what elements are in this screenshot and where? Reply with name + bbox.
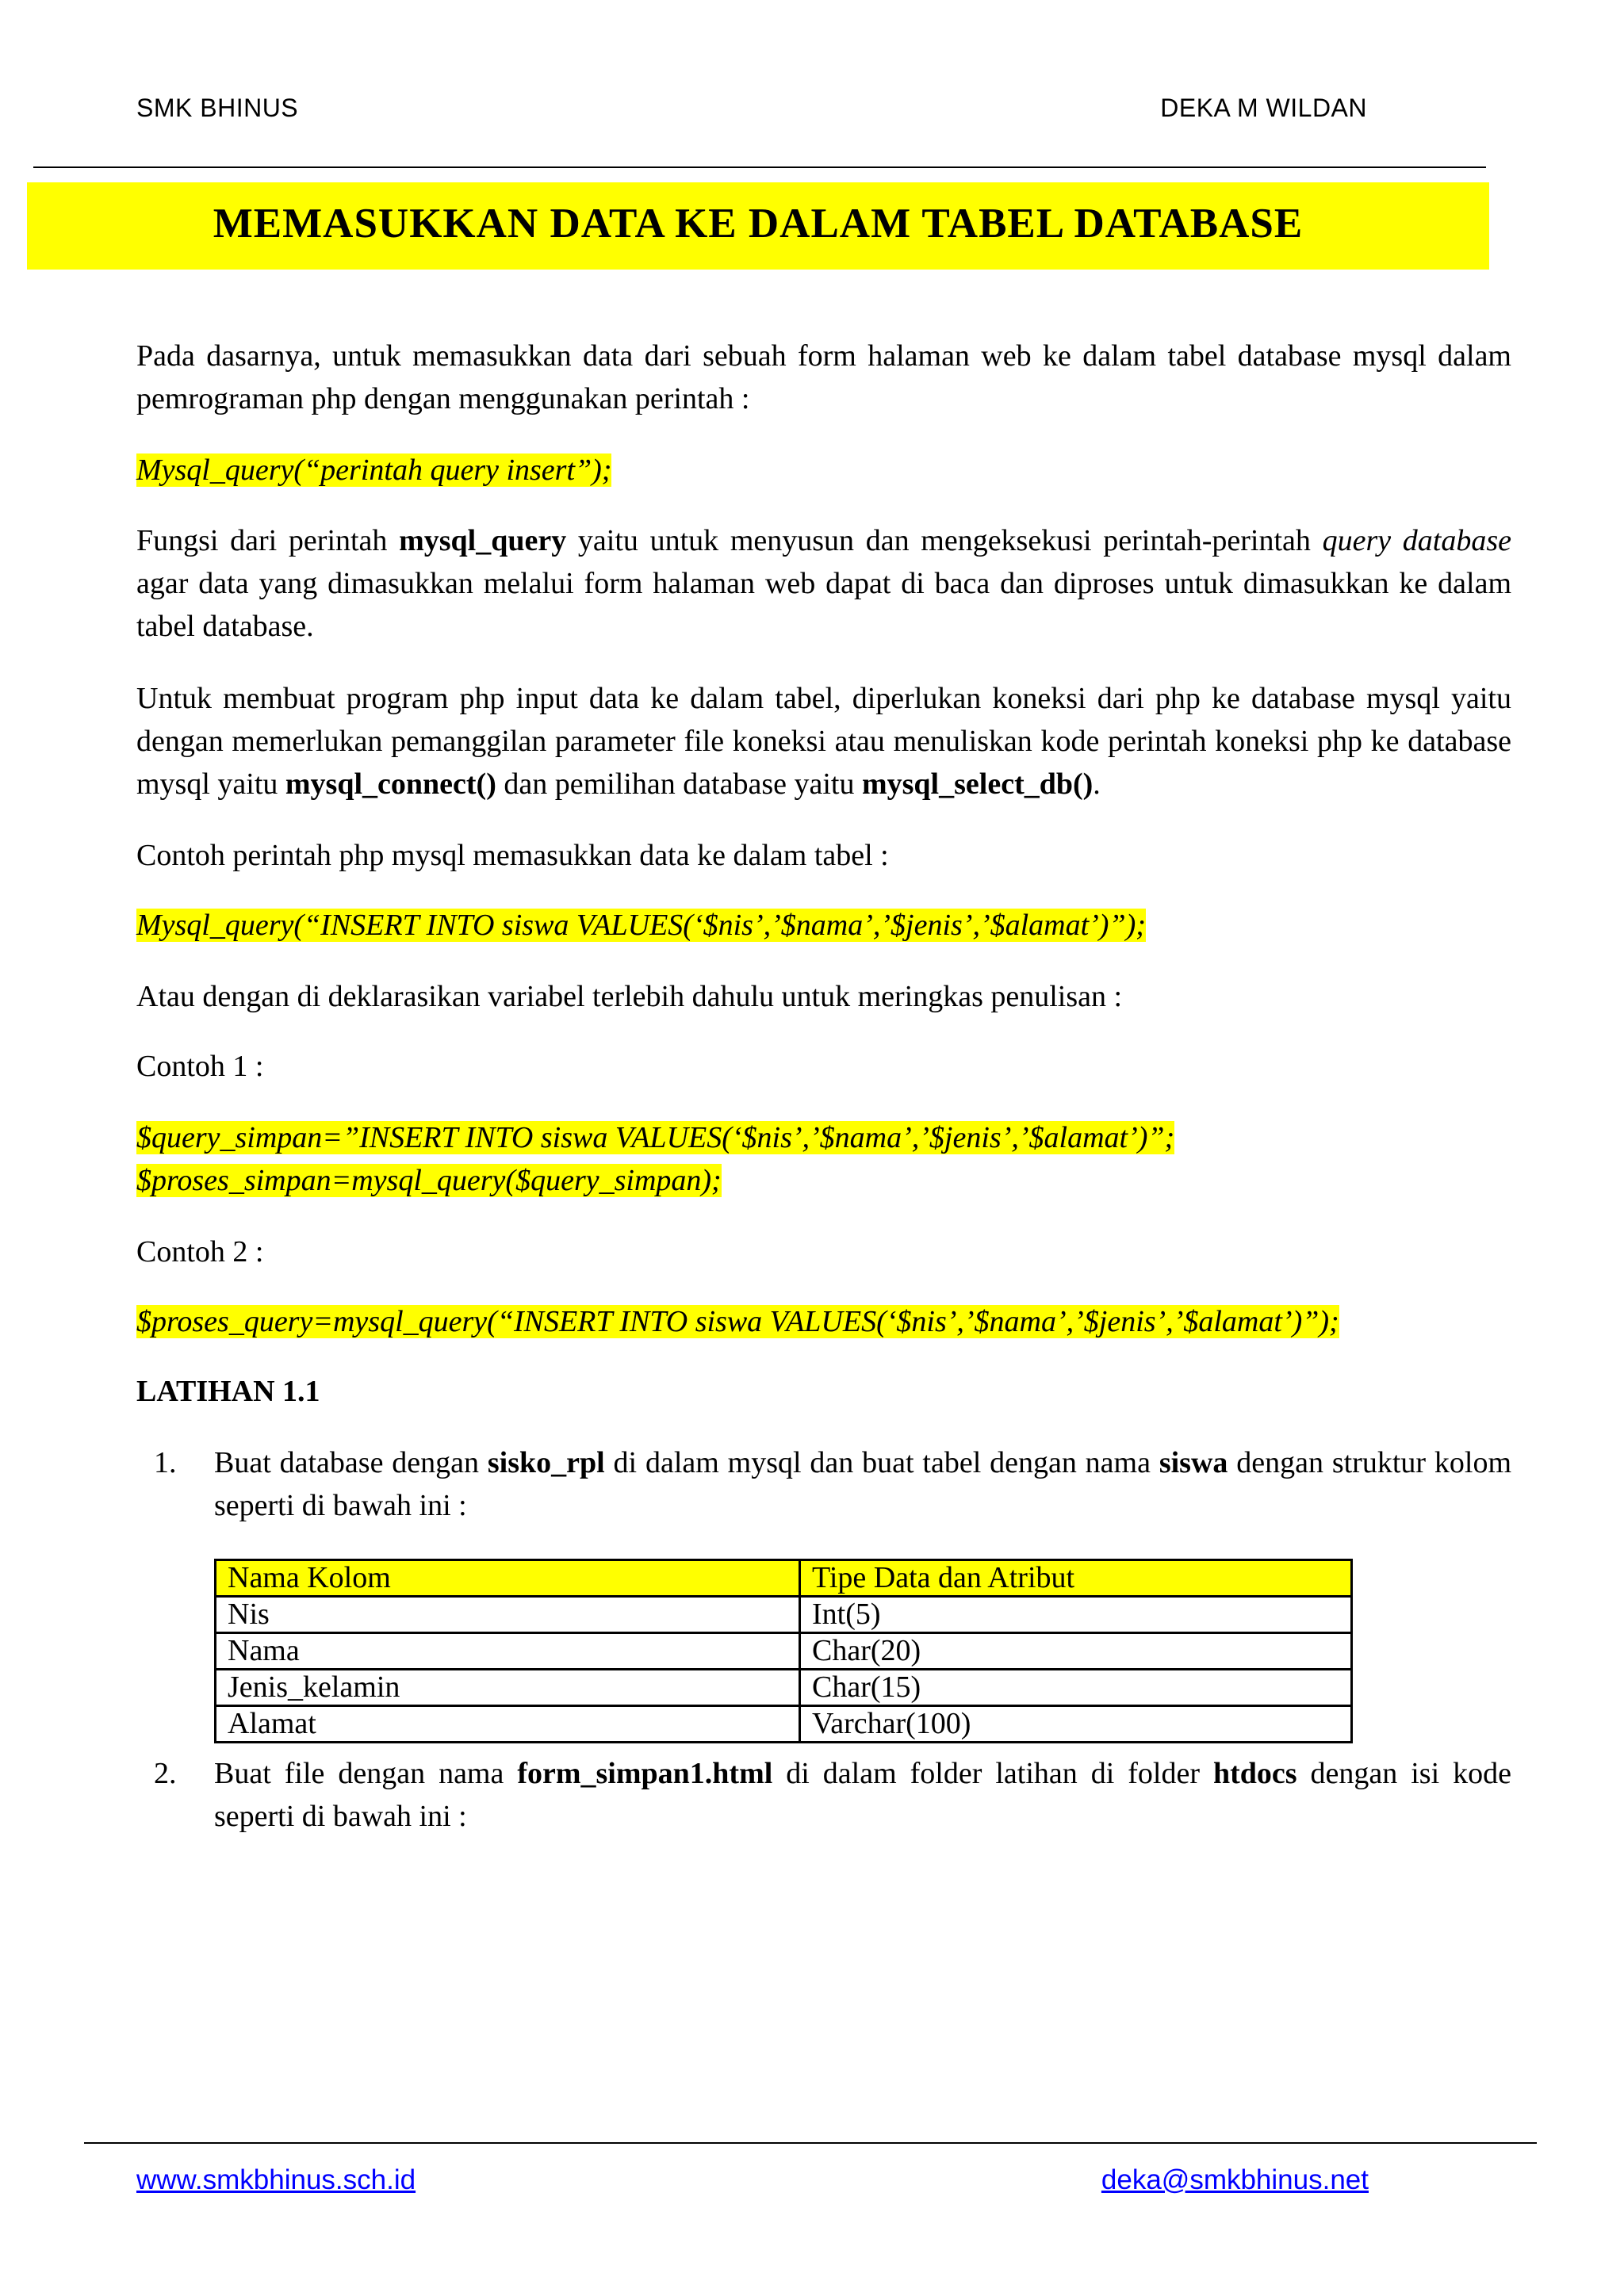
untuk-text-2: dan pemilihan database yaitu	[496, 767, 862, 801]
contoh-intro-text: Contoh perintah php mysql memasukkan data ke dalam tabel :	[136, 839, 889, 872]
item2-bold-form-simpan1: form_simpan1.html	[517, 1757, 773, 1790]
code-snippet-insert-siswa: Mysql_query(“INSERT INTO siswa VALUES(‘$nis’,’$nama’,’$jenis’,’$alamat’)”);	[136, 909, 1146, 942]
item1-bold-siswa: siswa	[1159, 1446, 1228, 1479]
table-cell: Alamat	[216, 1706, 800, 1743]
table-cell: Char(15)	[800, 1670, 1352, 1706]
table-cell: Jenis_kelamin	[216, 1670, 800, 1706]
untuk-text-1: Untuk membuat program php input data ke dalam tabel, diperlukan koneksi dari php ke database mysql yaitu dengan memerlukan pemanggilan parameter file koneksi atau menuliskan kode perintah koneksi php ke database mysql yaitu	[136, 682, 1511, 801]
item1-text-1: Buat database dengan	[214, 1446, 488, 1479]
title-banner	[27, 182, 1489, 270]
table-header-cell: Nama Kolom	[216, 1560, 800, 1597]
code-snippet-proses-simpan: $proses_simpan=mysql_query($query_simpan);	[136, 1164, 722, 1197]
fungsi-text-3: agar data yang dimasukkan melalui form halaman web dapat di baca dan diproses untuk dimasukkan ke dalam tabel database.	[136, 567, 1511, 643]
contoh-2-label: Contoh 2 :	[136, 1235, 264, 1269]
item2-text-2: di dalam folder latihan di folder	[772, 1757, 1213, 1790]
untuk-paragraph	[136, 677, 1511, 806]
footer-divider	[84, 2142, 1537, 2144]
siswa-structure-table	[214, 1559, 1353, 1743]
latihan-heading: LATIHAN 1.1	[136, 1375, 320, 1408]
page-title: MEMASUKKAN DATA KE DALAM TABEL DATABASE	[213, 201, 1304, 247]
fungsi-text-1: Fungsi dari perintah	[136, 524, 400, 557]
table-row	[216, 1670, 1352, 1706]
item1-bold-sisko-rpl: sisko_rpl	[487, 1446, 605, 1479]
fungsi-paragraph	[136, 519, 1511, 648]
code-snippet-query-insert: Mysql_query(“perintah query insert”);	[136, 453, 612, 487]
footer-email-link[interactable]: deka@smkbhinus.net	[1101, 2164, 1369, 2195]
footer-website-link[interactable]: www.smkbhinus.sch.id	[136, 2164, 416, 2195]
item1-text-3: dengan struktur kolom seperti di bawah ini :	[214, 1446, 1512, 1522]
header-school-name: SMK BHINUS	[136, 94, 299, 122]
fungsi-italic-query-database: query database	[1322, 524, 1511, 557]
untuk-bold-mysql-connect: mysql_connect()	[285, 767, 496, 801]
item1-text-2: di dalam mysql dan buat tabel dengan nama	[604, 1446, 1159, 1479]
list-item-number: 1.	[154, 1446, 177, 1479]
intro-paragraph: Pada dasarnya, untuk memasukkan data dari sebuah form halaman web ke dalam tabel database mysql dalam pemrograman php dengan menggunakan perintah :	[136, 339, 1511, 415]
table-cell: Varchar(100)	[800, 1706, 1352, 1743]
table-row	[216, 1633, 1352, 1670]
fungsi-text-2: yaitu untuk menyusun dan mengeksekusi perintah-perintah	[566, 524, 1323, 557]
contoh-1-label: Contoh 1 :	[136, 1050, 264, 1083]
item2-bold-htdocs: htdocs	[1212, 1757, 1297, 1790]
item2-text-1: Buat file dengan nama	[214, 1757, 518, 1790]
header-author-name: DEKA M WILDAN	[1160, 94, 1367, 122]
atau-text: Atau dengan di deklarasikan variabel terlebih dahulu untuk meringkas penulisan :	[136, 980, 1123, 1013]
list-item-number: 2.	[154, 1757, 177, 1790]
table-row	[216, 1597, 1352, 1633]
table-row	[216, 1706, 1352, 1743]
table-header-cell: Tipe Data dan Atribut	[800, 1560, 1352, 1597]
code-snippet-proses-query: $proses_query=mysql_query(“INSERT INTO siswa VALUES(‘$nis’,’$nama’,’$jenis’,’$alamat’)”);	[136, 1305, 1339, 1338]
table-cell: Int(5)	[800, 1597, 1352, 1633]
item2-text-3: dengan isi kode seperti di bawah ini :	[214, 1757, 1511, 1833]
list-item-text	[214, 1752, 1511, 1838]
table-cell: Char(20)	[800, 1633, 1352, 1670]
code-snippet-query-simpan: $query_simpan=”INSERT INTO siswa VALUES(‘$nis’,’$nama’,’$jenis’,’$alamat’)”;	[136, 1121, 1175, 1154]
untuk-text-3: .	[1093, 767, 1101, 801]
table-cell: Nis	[216, 1597, 800, 1633]
fungsi-bold-mysql-query: mysql_query	[399, 524, 567, 557]
header-divider	[33, 166, 1486, 168]
table-header-row	[216, 1560, 1352, 1597]
untuk-bold-mysql-select-db: mysql_select_db()	[861, 767, 1094, 801]
table-cell: Nama	[216, 1633, 800, 1670]
list-item-text	[214, 1441, 1511, 1527]
